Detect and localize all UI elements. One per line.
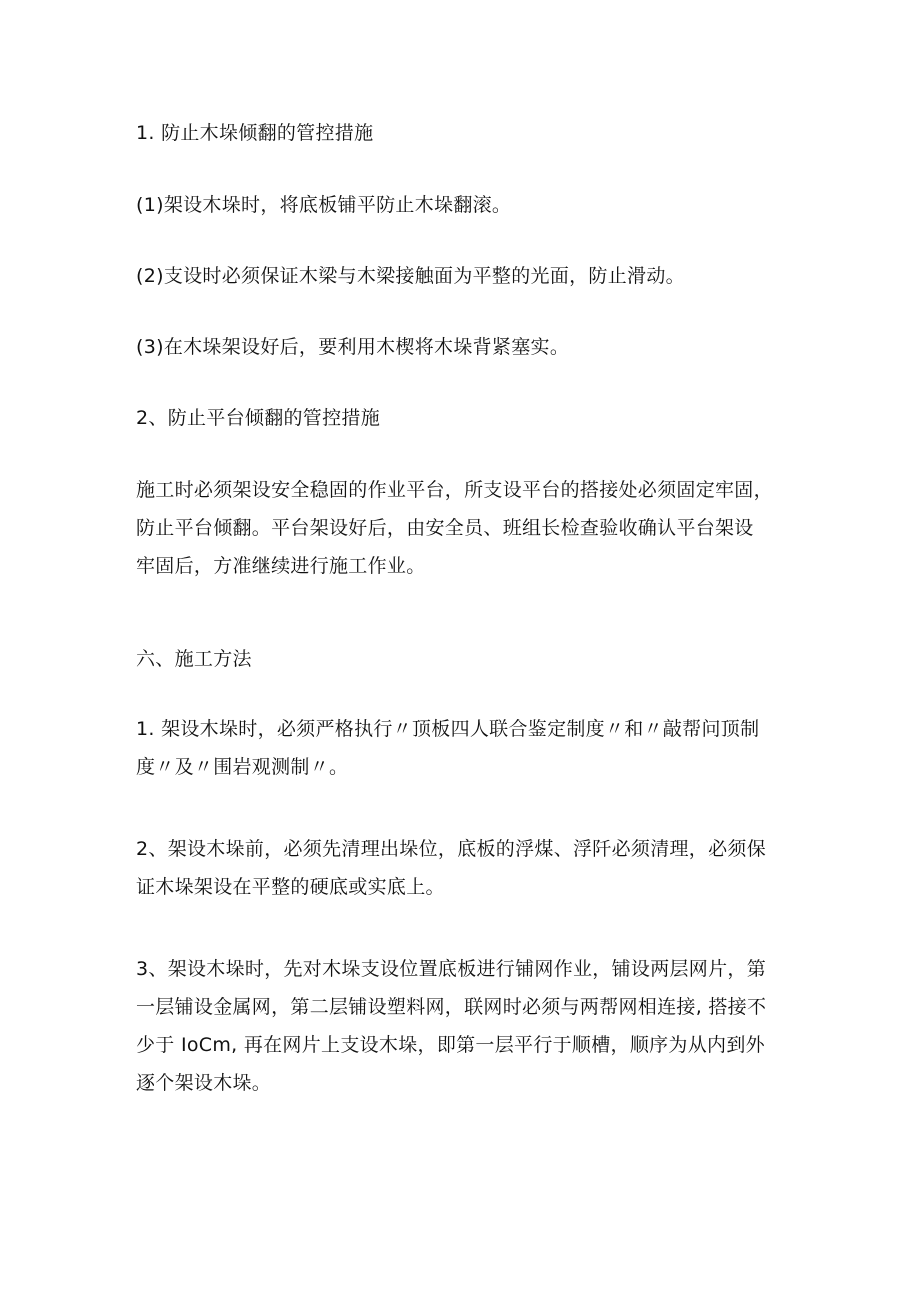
- text-line: 少于 IoCm, 再在网片上支设木垛，即第一层平行于顺槽，顺序为从内到外: [136, 1034, 765, 1056]
- heading-construction-method: [136, 640, 816, 678]
- text-line: 证木垛架设在平整的硬底或实底上。: [136, 876, 445, 898]
- text-line: 牢固后，方准继续进行施工作业。: [136, 555, 426, 577]
- text-line: (2)支设时必须保证木梁与木梁接触面为平整的光面，防止滑动。: [136, 265, 685, 287]
- heading-wood-crib-overturn: [136, 114, 816, 152]
- measure-item-2: [136, 257, 816, 295]
- text-line: 1. 防止木垛倾翻的管控措施: [136, 122, 374, 144]
- text-line: 3、架设木垛时，先对木垛支设位置底板进行铺网作业，铺设两层网片，第: [136, 958, 766, 980]
- text-line: 1. 架设木垛时，必须严格执行〃顶板四人联合鉴定制度〃和〃敲帮问顶制: [136, 718, 760, 740]
- text-line: 施工时必须架设安全稳固的作业平台，所支设平台的搭接处必须固定牢固，: [136, 479, 773, 501]
- text-line: (3)在木垛架设好后，要利用木楔将木垛背紧塞实。: [136, 336, 570, 358]
- text-line: 逐个架设木垛。: [136, 1072, 272, 1094]
- text-line: 2、架设木垛前，必须先清理出垛位，底板的浮煤、浮阡必须清理，必须保: [136, 838, 766, 860]
- text-line: 一层铺设金属网，第二层铺设塑料网，联网时必须与两帮网相连接, 搭接不: [136, 996, 767, 1018]
- text-line: 2、防止平台倾翻的管控措施: [136, 407, 380, 429]
- measure-item-3: [136, 328, 816, 366]
- measure-item-1: [136, 186, 816, 224]
- text-line: 六、施工方法: [136, 648, 252, 670]
- text-line: (1)架设木垛时，将底板铺平防止木垛翻滚。: [136, 194, 512, 216]
- method-item-1: [136, 710, 816, 786]
- method-item-2: [136, 830, 816, 906]
- method-item-3: [136, 950, 816, 1102]
- heading-platform-overturn: [136, 399, 816, 437]
- platform-paragraph: [136, 471, 816, 585]
- text-line: 度〃及〃围岩观测制〃。: [136, 756, 349, 778]
- text-line: 防止平台倾翻。平台架设好后，由安全员、班组长检查验收确认平台架设: [136, 517, 754, 539]
